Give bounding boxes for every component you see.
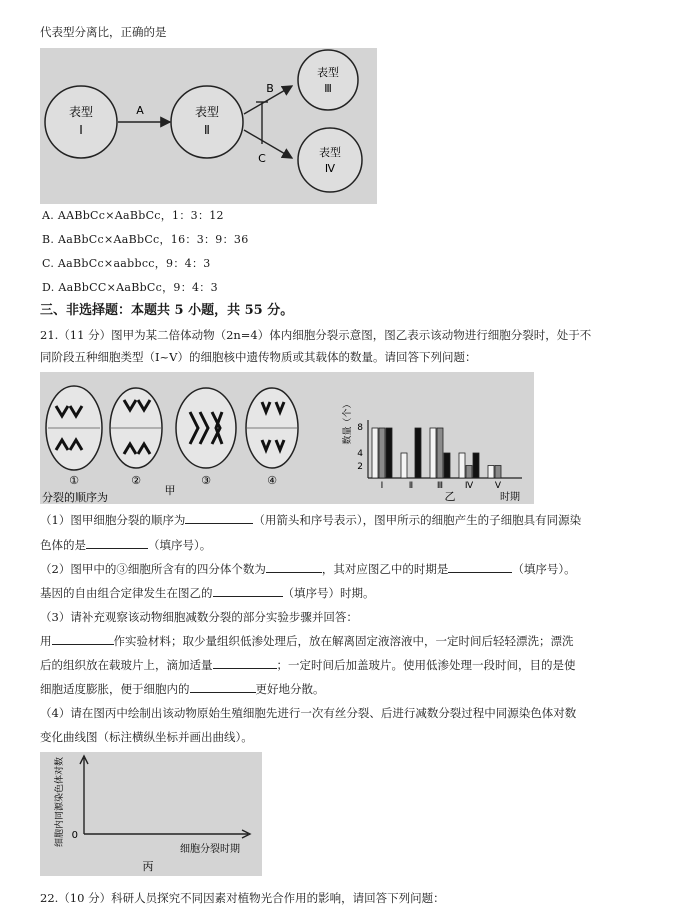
cell-1 [46, 386, 102, 470]
question-tail: 代表型分离比，正确的是 [40, 25, 167, 39]
q21-p1-line-b [40, 537, 211, 553]
chart-yi-tick-8: 8 [357, 423, 363, 433]
phenotype-4-circle [298, 128, 362, 192]
phenotype-2-numeral: Ⅱ [204, 123, 210, 137]
chart-yi-bar [495, 466, 501, 479]
chart-yi-tick-2: 2 [357, 462, 363, 472]
q21-p2-blank-3[interactable] [213, 585, 283, 597]
q21-p1-text-2: （用箭头和序号表示），图甲所示的细胞产生的子细胞具有同源染 [253, 513, 582, 527]
chart-yi-bar [372, 428, 378, 478]
q21-p2-text-3: （填序号）。 [512, 562, 576, 576]
phenotype-3-circle [298, 50, 358, 110]
chart-yi-bar [415, 428, 421, 478]
q21-p3-line-c [40, 657, 576, 673]
phenotype-3-title: 表型 [317, 66, 339, 79]
q21-p3-blank-2[interactable] [213, 657, 277, 669]
phenotype-diagram [40, 48, 377, 204]
q21-p2-text-1: （2）图甲中的③细胞所含有的四分体个数为 [40, 562, 266, 576]
phenotype-2-circle [171, 86, 243, 158]
option-c: C. AaBbCc×aabbcc，9：4：3 [42, 257, 211, 270]
chart-yi-category-label: Ⅲ [436, 481, 444, 491]
arrow-c [244, 130, 292, 158]
q21-p2-text-2: ，其对应图乙中的时期是 [321, 562, 449, 576]
phenotype-4-numeral: Ⅳ [324, 162, 336, 175]
q21-p3-line-b [40, 633, 574, 649]
arrow-c-label: C [258, 152, 266, 165]
chart-yi-bar [401, 453, 407, 478]
chart-yi-category-label: Ⅱ [408, 481, 414, 491]
chart-yi-xlabel: 时期 [500, 492, 520, 503]
q21-p1-line-a [40, 512, 581, 528]
chart-yi-category-label: Ⅰ [380, 481, 384, 491]
q21-line-2: 同阶段五种细胞类型（Ⅰ~Ⅴ）的细胞核中遗传物质或其载体的数量。请回答下列问题： [40, 350, 477, 364]
q21-p4-line-b: 变化曲线图（标注横纵坐标并画出曲线）。 [40, 730, 253, 744]
section-3-heading: 三、非选择题：本题共 5 小题，共 55 分。 [40, 303, 294, 318]
chart-yi-bar [473, 453, 479, 478]
chart-yi-bar [444, 453, 450, 478]
chart-yi-category-label: Ⅴ [494, 481, 502, 491]
cell-3 [176, 388, 236, 468]
phenotype-1-numeral: Ⅰ [79, 123, 83, 137]
chart-yi-bar [459, 453, 465, 478]
chart-yi-bar [379, 428, 385, 478]
q21-p2-line-b [40, 585, 375, 601]
chart-yi [341, 399, 522, 503]
chart-yi-bar [437, 428, 443, 478]
graph-bing-ylabel: 细胞内同源染色体对数 [55, 756, 65, 848]
figure-jia-bottom-text: 分裂的顺序为 [42, 491, 108, 504]
phenotype-2-title: 表型 [194, 105, 220, 119]
q21-p3-text-4: ；一定时间后加盖玻片。使用低渗处理一段时间，目的是使 [276, 658, 576, 672]
phenotype-3-numeral: Ⅲ [324, 82, 332, 95]
q21-p3-blank-1[interactable] [52, 633, 114, 645]
q21-p2-blank-2[interactable] [448, 561, 512, 573]
q22-line: 22.（10 分）科研人员探究不同因素对植物光合作用的影响，请回答下列问题： [40, 891, 445, 905]
cell-division-figure [40, 372, 534, 504]
arrow-b-label: B [266, 82, 274, 95]
q21-p2-blank-1[interactable] [266, 561, 322, 573]
q21-p2-line-a [40, 561, 576, 577]
option-d: D. AaBbCC×AaBbCc，9：4：3 [42, 281, 218, 294]
cell-1-label: ① [69, 474, 79, 487]
chart-yi-ylabel: 数量（个） [343, 399, 353, 445]
q21-p3-text-5: 细胞适度膨胀，便于细胞内的 [40, 682, 190, 696]
chart-yi-caption: 乙 [444, 490, 456, 503]
cell-2 [110, 388, 162, 468]
graph-bing-caption: 丙 [142, 860, 154, 873]
cell-4 [246, 388, 298, 468]
phenotype-1-title: 表型 [68, 105, 94, 119]
q21-p3-text-3: 后的组织放在载玻片上，滴加适量 [40, 658, 213, 672]
q21-p4-line-a: （4）请在图丙中绘制出该动物原始生殖细胞先进行一次有丝分裂、后进行减数分裂过程中同源染色体对数 [40, 706, 577, 720]
q21-line-1: 21.（11 分）图甲为某二倍体动物（2n=4）体内细胞分裂示意图，图乙表示该动物进行细胞分裂时，处于不 [40, 328, 592, 342]
q21-p3-text-1: 用 [40, 634, 52, 648]
q21-p1-blank-1[interactable] [185, 512, 253, 524]
cell-2-label: ② [131, 474, 141, 487]
option-a: A. AABbCc×AaBbCc，1：3：12 [42, 209, 224, 222]
q21-p3-text-2: 作实验材料；取少量组织低渗处理后，放在解离固定液溶液中，一定时间后轻轻漂洗；漂洗 [113, 634, 574, 648]
q21-p2-text-4: 基因的自由组合定律发生在图乙的 [40, 586, 213, 600]
q21-p3-text-6: 更好地分散。 [255, 682, 325, 696]
chart-yi-tick-4: 4 [357, 449, 363, 459]
chart-yi-bar [466, 466, 472, 479]
chart-yi-bar [430, 428, 436, 478]
chart-yi-bar [488, 466, 494, 479]
q21-p2-text-5: （填序号）时期。 [282, 586, 375, 600]
q21-p3-blank-3[interactable] [190, 681, 256, 693]
phenotype-4-title: 表型 [319, 146, 341, 159]
option-b: B. AaBbCc×AaBbCc，16：3：9：36 [42, 233, 249, 246]
phenotype-1-circle [45, 86, 117, 158]
q21-p1-blank-2[interactable] [86, 537, 148, 549]
cell-3-label: ③ [201, 474, 211, 487]
chart-yi-category-label: Ⅳ [464, 481, 474, 491]
q21-p3-line-a: （3）请补充观察该动物细胞减数分裂的部分实验步骤并回答： [40, 610, 358, 624]
q21-p1-text-3: 色体的是 [40, 538, 86, 552]
arrow-a-label: A [136, 104, 144, 117]
graph-bing-xlabel: 细胞分裂时期 [180, 844, 240, 855]
figure-jia-caption: 甲 [164, 484, 176, 497]
q21-p1-text-4: （填序号）。 [148, 538, 212, 552]
q21-p1-text-1: （1）图甲细胞分裂的顺序为 [40, 513, 186, 527]
cell-4-label: ④ [267, 474, 277, 487]
graph-bing-origin: 0 [71, 830, 78, 841]
chart-yi-bar [386, 428, 392, 478]
graph-bing [40, 752, 262, 876]
q21-p3-line-d [40, 681, 325, 697]
